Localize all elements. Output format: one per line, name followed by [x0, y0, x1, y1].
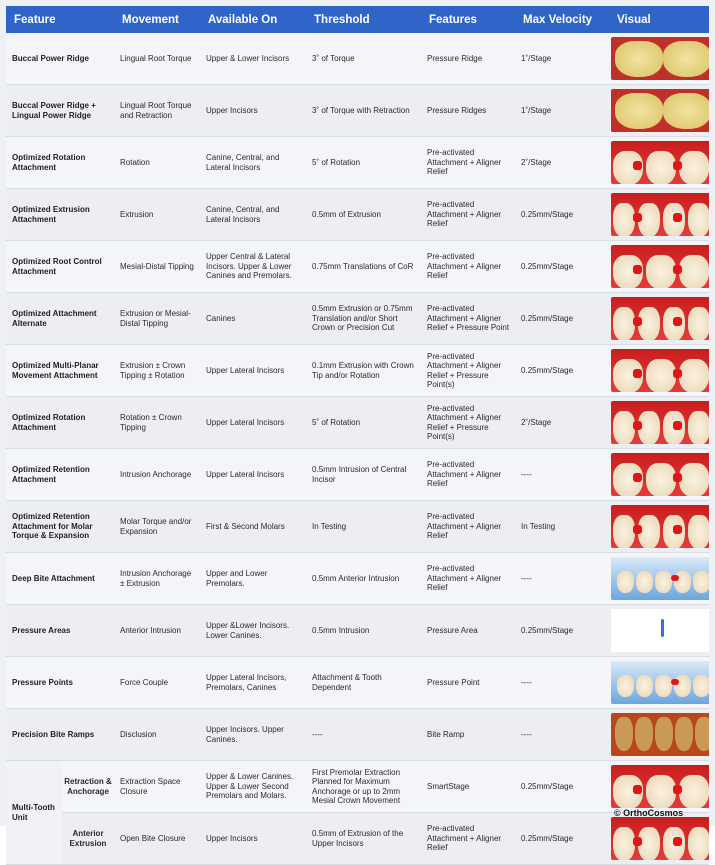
available-on-cell: Canine, Central, and Lateral Incisors [200, 137, 306, 189]
table-row [6, 449, 709, 501]
visual-cell [609, 33, 709, 85]
header-row [6, 6, 709, 33]
visual-cell [609, 137, 709, 189]
threshold-cell: 0.5mm of Extrusion of the Upper Incisors [306, 813, 421, 865]
rotation-attachment-image [611, 141, 709, 184]
visual-cell [609, 657, 709, 709]
feature-cell: Optimized Root Control Attachment [6, 241, 114, 293]
movement-cell: Lingual Root Torque and Retraction [114, 85, 200, 137]
root-control-attachment-image [611, 245, 709, 288]
available-on-cell: Upper Incisors [200, 85, 306, 137]
movement-cell: Molar Torque and/or Expansion [114, 501, 200, 553]
features-cell: Pressure Point [421, 657, 515, 709]
max-velocity-cell: 0.25mm/Stage [515, 345, 609, 397]
table-row [6, 189, 709, 241]
visual-cell [609, 241, 709, 293]
max-velocity-cell: 0.25mm/Stage [515, 813, 609, 865]
feature-cell: Deep Bite Attachment [6, 553, 114, 605]
feature-cell: Optimized Rotation Attachment [6, 137, 114, 189]
features-cell: Pressure Ridges [421, 85, 515, 137]
extrusion-attachment-image [611, 193, 709, 236]
threshold-cell: ---- [306, 709, 421, 761]
visual-cell [609, 449, 709, 501]
header-available-on: Available On [200, 6, 306, 33]
header-visual: Visual [609, 6, 709, 33]
max-velocity-cell: 0.25mm/Stage [515, 761, 609, 813]
feature-cell: Optimized Multi-Planar Movement Attachment [6, 345, 114, 397]
table-row [6, 85, 709, 137]
feature-cell: Pressure Areas [6, 605, 114, 657]
features-cell: Pre-activated Attachment + Aligner Relief [421, 449, 515, 501]
available-on-cell: Canine, Central, and Lateral Incisors [200, 189, 306, 241]
header-max-velocity: Max Velocity [515, 6, 609, 33]
max-velocity-cell: 1˚/Stage [515, 85, 609, 137]
table-row [6, 709, 709, 761]
feature-cell: Optimized Rotation Attachment [6, 397, 114, 449]
sub-feature-cell: Anterior Extrusion [62, 813, 114, 865]
available-on-cell: Upper Lateral Incisors, Premolars, Canines [200, 657, 306, 709]
pressure-area-image [611, 609, 709, 652]
attachments-table [6, 6, 709, 865]
visual-cell [609, 293, 709, 345]
retraction-anchorage-image [611, 765, 709, 808]
movement-cell: Extrusion ± Crown Tipping ± Rotation [114, 345, 200, 397]
available-on-cell: Upper & Lower Incisors [200, 33, 306, 85]
table-row [6, 657, 709, 709]
rotation-attachment-lateral-image [611, 401, 709, 444]
movement-cell: Extraction Space Closure [114, 761, 200, 813]
table-row [6, 293, 709, 345]
max-velocity-cell: 0.25mm/Stage [515, 293, 609, 345]
retention-attachment-image [611, 453, 709, 496]
available-on-cell: Upper & Lower Canines. Upper & Lower Second Premolars and Molars. [200, 761, 306, 813]
feature-cell: Precision Bite Ramps [6, 709, 114, 761]
features-cell: Pre-activated Attachment + Aligner Relief [421, 553, 515, 605]
copyright: © OrthoCosmos [614, 808, 684, 818]
available-on-cell: Upper and Lower Premolars. [200, 553, 306, 605]
pressure-points-image [611, 661, 709, 704]
table-row [6, 33, 709, 85]
threshold-cell: 5˚ of Rotation [306, 397, 421, 449]
threshold-cell: 0.5mm Intrusion of Central Incisor [306, 449, 421, 501]
available-on-cell: Upper Incisors [200, 813, 306, 865]
feature-cell: Pressure Points [6, 657, 114, 709]
feature-cell: Optimized Extrusion Attachment [6, 189, 114, 241]
threshold-cell: 0.1mm Extrusion with Crown Tip and/or Rotation [306, 345, 421, 397]
features-cell: Pre-activated Attachment + Aligner Relief + Pressure Point(s) [421, 397, 515, 449]
features-cell: Pre-activated Attachment + Aligner Relief [421, 241, 515, 293]
threshold-cell: Attachment & Tooth Dependent [306, 657, 421, 709]
movement-cell: Disclusion [114, 709, 200, 761]
available-on-cell: Upper Lateral Incisors [200, 397, 306, 449]
visual-cell [609, 501, 709, 553]
attachment-alternate-image [611, 297, 709, 340]
table-row [6, 397, 709, 449]
max-velocity-cell: ---- [515, 553, 609, 605]
features-cell: Pre-activated Attachment + Aligner Relief [421, 137, 515, 189]
features-cell: Pre-activated Attachment + Aligner Relief [421, 501, 515, 553]
table-row [6, 761, 709, 813]
available-on-cell: Upper Central & Lateral Incisors. Upper & Lower Canines and Premolars. [200, 241, 306, 293]
movement-cell: Lingual Root Torque [114, 33, 200, 85]
features-cell: Pressure Ridge [421, 33, 515, 85]
anterior-extrusion-image [611, 817, 709, 860]
max-velocity-cell: 1˚/Stage [515, 33, 609, 85]
feature-cell: Optimized Attachment Alternate [6, 293, 114, 345]
table-row [6, 501, 709, 553]
multi-tooth-unit-label: Multi-Tooth Unit [6, 761, 62, 865]
threshold-cell: First Premolar Extraction Planned for Maximum Anchorage or up to 2mm Mesial Crown Movement [306, 761, 421, 813]
threshold-cell: 0.5mm of Extrusion [306, 189, 421, 241]
max-velocity-cell: ---- [515, 709, 609, 761]
threshold-cell: 5˚ of Rotation [306, 137, 421, 189]
table-row [6, 345, 709, 397]
movement-cell: Force Couple [114, 657, 200, 709]
header-feature: Feature [6, 6, 114, 33]
molar-retention-image [611, 505, 709, 548]
visual-cell [609, 189, 709, 241]
visual-cell [609, 813, 709, 865]
multi-planar-attachment-image [611, 349, 709, 392]
threshold-cell: 0.5mm Intrusion [306, 605, 421, 657]
movement-cell: Open Bite Closure [114, 813, 200, 865]
deep-bite-image [611, 557, 709, 600]
max-velocity-cell: 0.25mm/Stage [515, 605, 609, 657]
movement-cell: Anterior Intrusion [114, 605, 200, 657]
features-cell: Pre-activated Attachment + Aligner Relief [421, 813, 515, 865]
movement-cell: Extrusion [114, 189, 200, 241]
threshold-cell: 0.5mm Extrusion or 0.75mm Translation and/or Short Crown or Precision Cut [306, 293, 421, 345]
table-row [6, 137, 709, 189]
visual-cell [609, 605, 709, 657]
header-features: Features [421, 6, 515, 33]
features-cell: SmartStage [421, 761, 515, 813]
features-cell: Pre-activated Attachment + Aligner Relief + Pressure Point(s) [421, 345, 515, 397]
threshold-cell: 0.75mm Translations of CoR [306, 241, 421, 293]
threshold-cell: 3˚ of Torque with Retraction [306, 85, 421, 137]
movement-cell: Rotation [114, 137, 200, 189]
header-threshold: Threshold [306, 6, 421, 33]
max-velocity-cell: 0.25mm/Stage [515, 189, 609, 241]
available-on-cell: Upper &Lower Incisors. Lower Canines. [200, 605, 306, 657]
feature-cell: Buccal Power Ridge + Lingual Power Ridge [6, 85, 114, 137]
yellow-teeth-ridges-image [611, 89, 709, 132]
max-velocity-cell: 0.25mm/Stage [515, 241, 609, 293]
features-cell: Bite Ramp [421, 709, 515, 761]
table-row [6, 553, 709, 605]
threshold-cell: 3˚ of Torque [306, 33, 421, 85]
feature-cell: Optimized Retention Attachment for Molar Torque & Expansion [6, 501, 114, 553]
max-velocity-cell: ---- [515, 657, 609, 709]
movement-cell: Mesial-Distal Tipping [114, 241, 200, 293]
visual-cell [609, 397, 709, 449]
visual-cell [609, 85, 709, 137]
bite-ramp-image [611, 713, 709, 756]
table-row [6, 241, 709, 293]
sub-feature-cell: Retraction & Anchorage [62, 761, 114, 813]
movement-cell: Intrusion Anchorage [114, 449, 200, 501]
max-velocity-cell: In Testing [515, 501, 609, 553]
features-cell: Pre-activated Attachment + Aligner Relief [421, 189, 515, 241]
available-on-cell: Upper Lateral Incisors [200, 449, 306, 501]
visual-cell [609, 709, 709, 761]
available-on-cell: Upper Lateral Incisors [200, 345, 306, 397]
max-velocity-cell: 2˚/Stage [515, 397, 609, 449]
feature-cell: Buccal Power Ridge [6, 33, 114, 85]
movement-cell: Rotation ± Crown Tipping [114, 397, 200, 449]
visual-cell [609, 553, 709, 605]
movement-cell: Extrusion or Mesial-Distal Tipping [114, 293, 200, 345]
visual-cell [609, 345, 709, 397]
available-on-cell: First & Second Molars [200, 501, 306, 553]
threshold-cell: 0.5mm Anterior Intrusion [306, 553, 421, 605]
features-cell: Pre-activated Attachment + Aligner Relief + Pressure Point [421, 293, 515, 345]
visual-cell [609, 761, 709, 813]
threshold-cell: In Testing [306, 501, 421, 553]
movement-cell: Intrusion Anchorage ± Extrusion [114, 553, 200, 605]
table-row [6, 605, 709, 657]
yellow-teeth-ridge-image [611, 37, 709, 80]
features-cell: Pressure Area [421, 605, 515, 657]
table-row [6, 813, 709, 865]
header-movement: Movement [114, 6, 200, 33]
max-velocity-cell: 2˚/Stage [515, 137, 609, 189]
feature-cell: Optimized Retention Attachment [6, 449, 114, 501]
available-on-cell: Upper Incisors. Upper Canines. [200, 709, 306, 761]
max-velocity-cell: ---- [515, 449, 609, 501]
available-on-cell: Canines [200, 293, 306, 345]
